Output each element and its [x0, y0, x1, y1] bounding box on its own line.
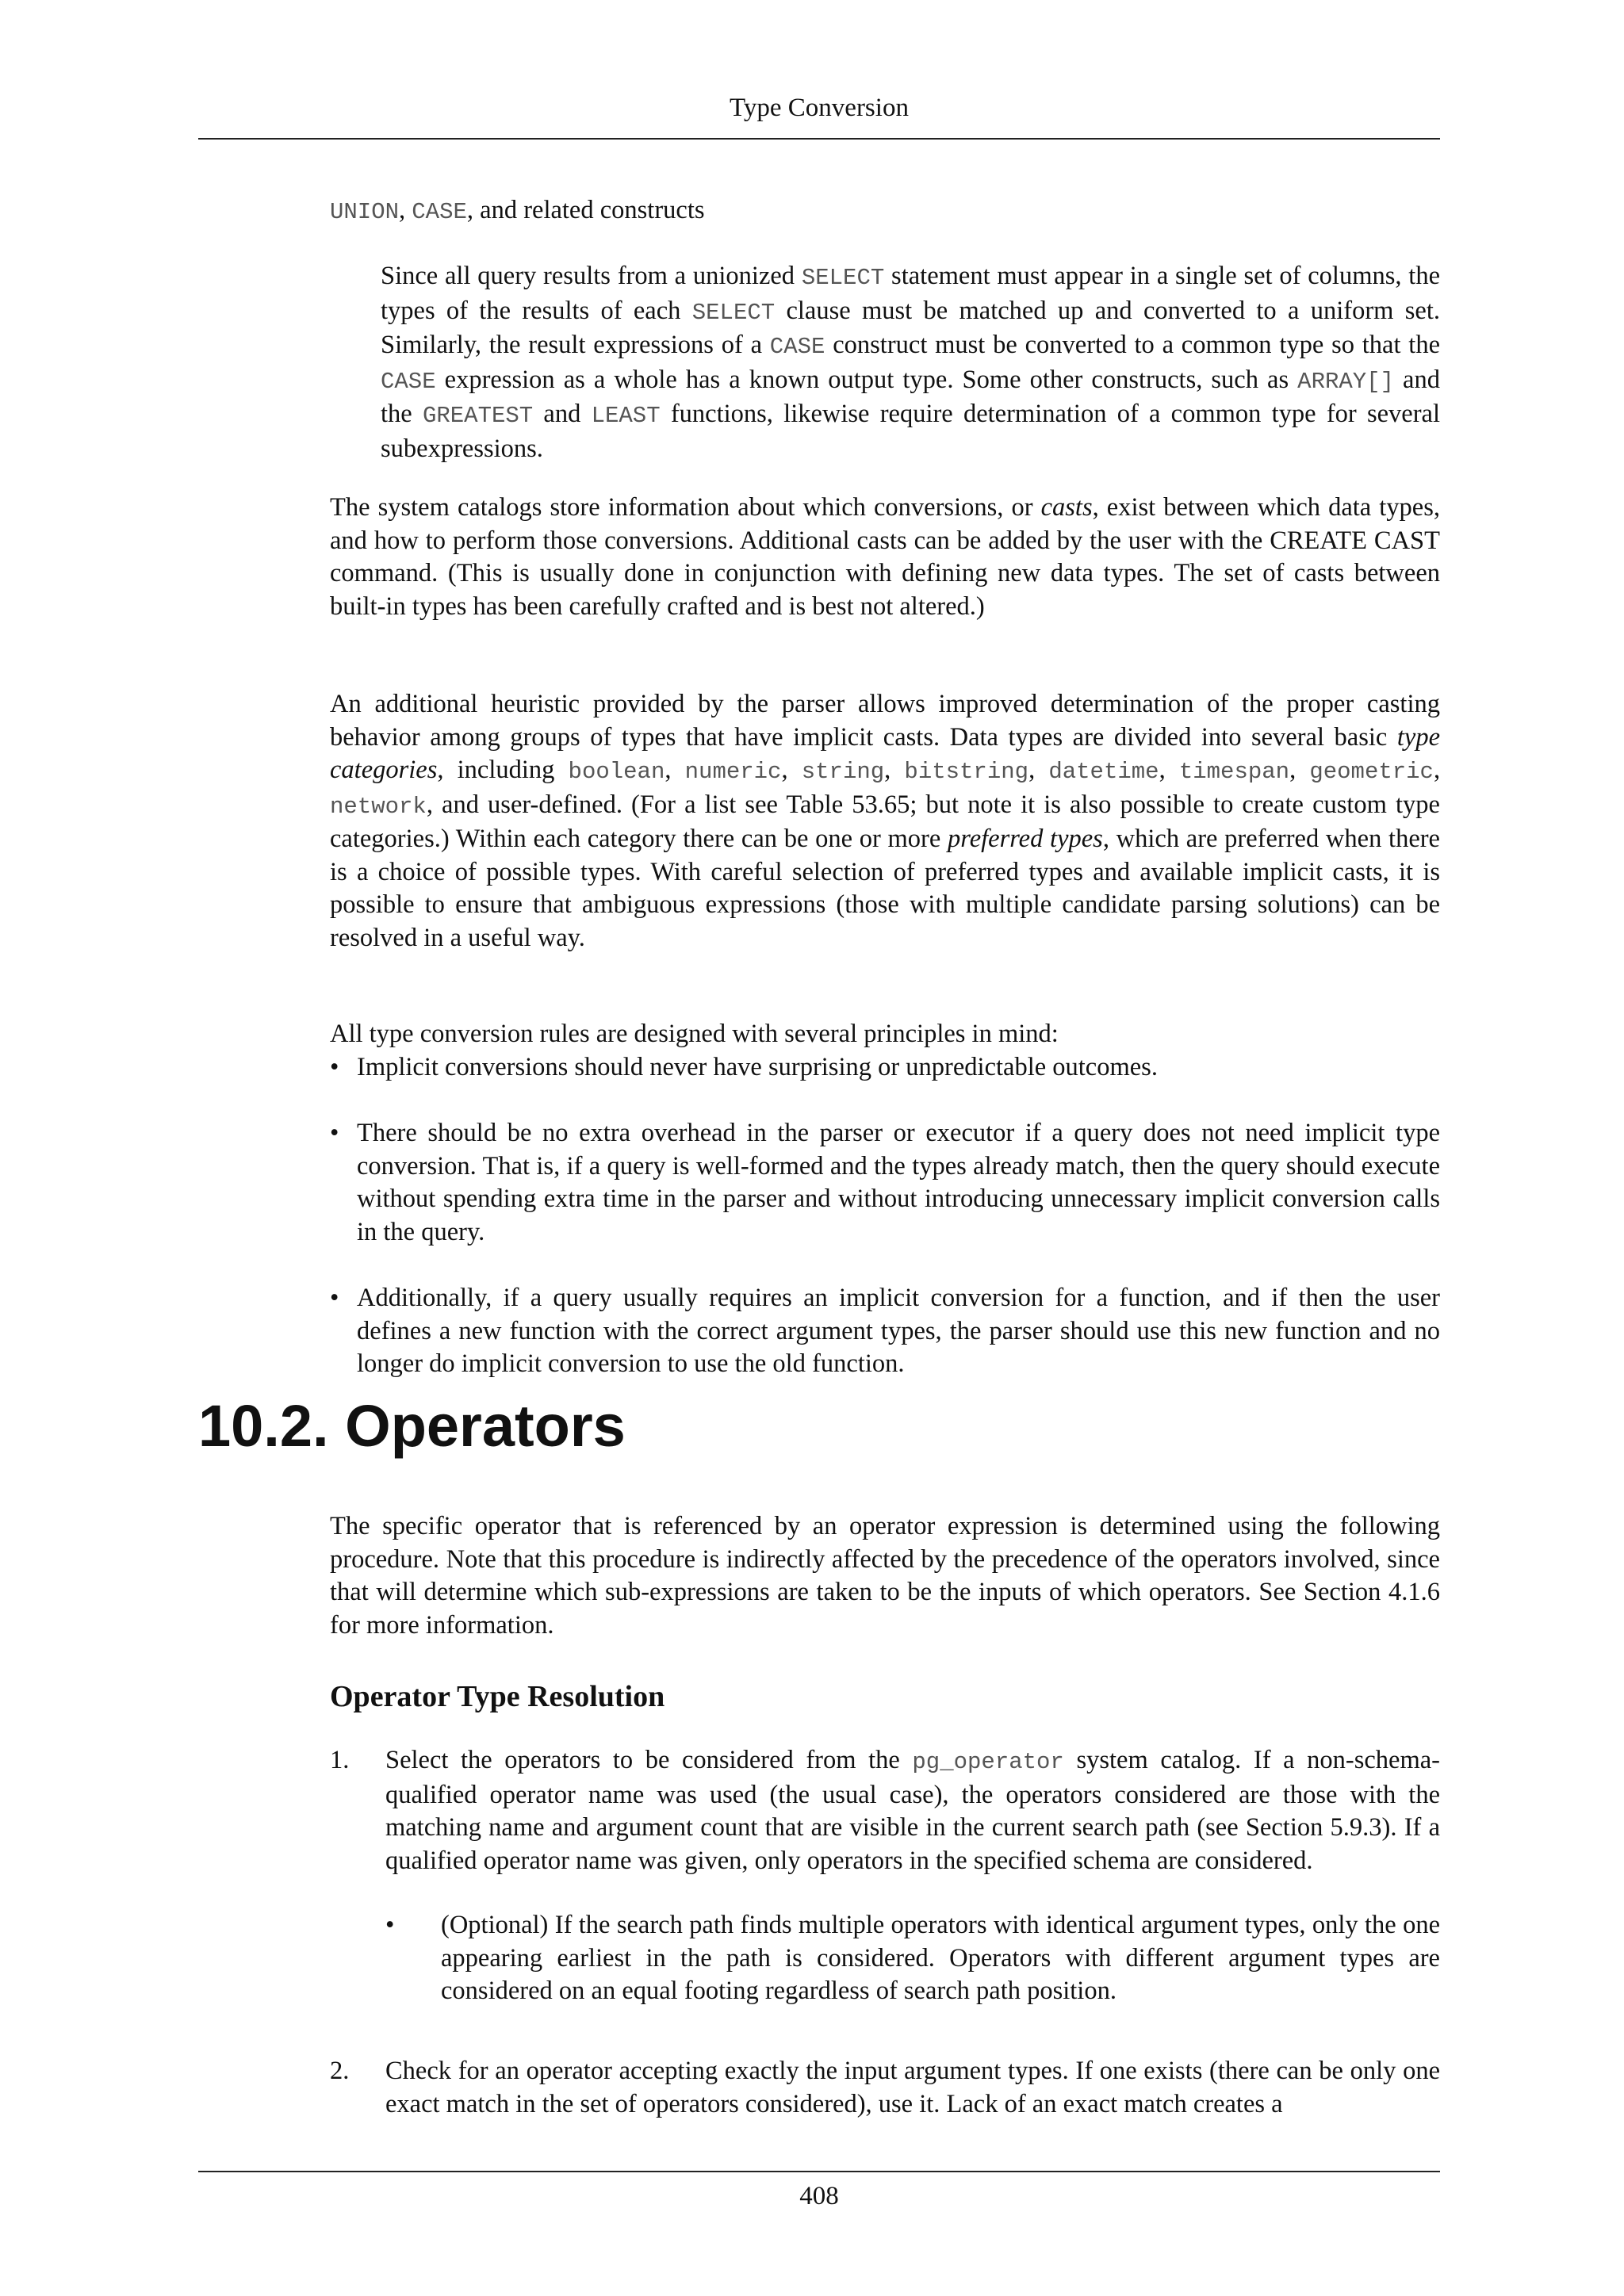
code-bitstring: bitstring	[904, 759, 1029, 785]
heuristic-text-2: , including	[437, 756, 569, 784]
code-least: LEAST	[591, 403, 661, 429]
casts-text-2: , exist between which data types, and how to perform those conversions. Additional casts can be added by the user with the CREATE CAST command. (This is usually done in conjunction with defining new data types. The set of casts between built-in types has been carefully crafted and is best not altered.)	[330, 493, 1440, 621]
step1-text-1: Select the operators to be considered from the	[385, 1746, 913, 1774]
code-string: string	[801, 759, 885, 785]
construct-term	[330, 194, 1440, 229]
def-text-5: expression as a whole has a known output type. Some other constructs, such as	[435, 365, 1298, 394]
code-greatest: GREATEST	[422, 403, 534, 429]
section-heading: 10.2. Operators	[198, 1393, 626, 1459]
separator: ,	[1289, 756, 1310, 784]
def-text-1: Since all query results from a unionized	[381, 262, 802, 290]
code-case-1: CASE	[769, 334, 825, 360]
list-item-text: Additionally, if a query usually requires an implicit conversion for a function, and if then the user defines a new function with the correct argument types, the parser should use this new function and no longer do implicit conversion to use the old function.	[357, 1284, 1440, 1378]
separator: ,	[665, 756, 685, 784]
step-number: 1.	[330, 1746, 350, 1774]
heuristic-text-1: An additional heuristic provided by the parser allows improved determination of the proper casting behavior among groups of types that have implicit casts. Data types are divided into several basic	[330, 690, 1440, 752]
code-case-2: CASE	[381, 368, 436, 395]
code-union: UNION	[330, 199, 400, 225]
bullet: •	[330, 1284, 339, 1312]
running-header-title: Type Conversion	[730, 94, 909, 122]
separator: ,	[1159, 756, 1179, 784]
procedure-heading: Operator Type Resolution	[330, 1680, 665, 1713]
heuristic-text-4: , which are preferred when there is a choice of possible types. With careful selection of preferred types and available implicit casts, it is possible to ensure that ambiguous expressions (those with multiple candidate parsing solutions) can be resolved in a useful way.	[330, 825, 1440, 952]
casts-text-1: The system catalogs store information about which conversions, or	[330, 493, 1041, 522]
def-text-6: and the	[381, 365, 1440, 428]
code-pg-operator: pg_operator	[912, 1749, 1064, 1775]
def-text-4: construct must be converted to a common type so that the	[825, 331, 1440, 359]
code-geometric: geometric	[1309, 759, 1434, 785]
bullet: •	[330, 1119, 339, 1147]
separator: ,	[781, 756, 802, 784]
substep-text: (Optional) If the search path finds multiple operators with identical argument types, only the one appearing earliest in the path is considered. Operators with different argument types are considered on an equal footing regardless of search path position.	[441, 1911, 1440, 2005]
heuristic-text-3: , and user-defined. (For a list see Table 53.65; but note it is also possible to create custom type categories.) Within each category there can be one or more	[330, 790, 1440, 853]
heuristic-paragraph	[330, 688, 1440, 955]
type-categories-emphasis: type categories	[330, 722, 1440, 784]
separator: ,	[884, 756, 905, 784]
casts-paragraph	[330, 492, 1440, 623]
page-number: 408	[799, 2182, 839, 2210]
operators-paragraph: The specific operator that is referenced by an operator expression is determined using the following procedure. Note that this procedure is indirectly affected by the precedence of the operators involved, since that will determine which sub-expressions are taken to be the inputs of which operators. See Section 4.1.6 for more information.	[330, 1512, 1440, 1640]
code-timespan: timespan	[1178, 759, 1290, 785]
code-select-2: SELECT	[691, 299, 776, 326]
code-numeric: numeric	[684, 759, 782, 785]
footer-rule	[198, 2171, 1440, 2172]
construct-definition	[381, 260, 1440, 465]
term-separator: ,	[399, 196, 412, 224]
bullet: •	[385, 1911, 395, 1939]
step-text: Check for an operator accepting exactly the input argument types. If one exists (there can be only one exact match in the set of operators considered), use it. Lack of an exact match creates a	[385, 2057, 1440, 2118]
principles-intro: All type conversion rules are designed with several principles in mind:	[330, 1020, 1059, 1048]
term-text: , and related constructs	[466, 196, 705, 224]
code-boolean: boolean	[568, 759, 665, 785]
step-text	[385, 1744, 1440, 1877]
bullet: •	[330, 1053, 339, 1081]
code-case: CASE	[412, 199, 467, 225]
preferred-types-emphasis: preferred types	[948, 825, 1103, 853]
code-network: network	[330, 793, 427, 820]
step1-text-2: system catalog. If a non-schema-qualified operator name was used (the usual case), the operators considered are those with the matching name and argument count that are visible in the current search path (see Section 5.9.3). If a qualified operator name was given, only operators in the specified schema are considered.	[385, 1746, 1440, 1875]
def-text-3: clause must be matched up and converted to a uniform set. Similarly, the result expressions of a	[381, 296, 1440, 359]
casts-emphasis: casts	[1040, 493, 1093, 522]
code-datetime: datetime	[1048, 759, 1159, 785]
step-number: 2.	[330, 2057, 350, 2085]
def-text-7: and	[533, 400, 592, 428]
list-item-text: There should be no extra overhead in the parser or executor if a query does not need implicit type conversion. That is, if a query is well-formed and the types already match, then the query should execute without spending extra time in the parser and without introducing unnecessary implicit conversion calls in the query.	[357, 1119, 1440, 1246]
header-rule	[198, 138, 1440, 140]
code-select-1: SELECT	[801, 265, 885, 291]
def-text-8: functions, likewise require determination of a common type for several subexpressions.	[381, 400, 1440, 463]
code-array: ARRAY[]	[1297, 368, 1394, 395]
separator: ,	[1028, 756, 1049, 784]
def-text-2: statement must appear in a single set of columns, the types of the results of each	[381, 262, 1440, 325]
list-item-text: Implicit conversions should never have surprising or unpredictable outcomes.	[357, 1053, 1158, 1081]
separator: ,	[1433, 756, 1441, 784]
